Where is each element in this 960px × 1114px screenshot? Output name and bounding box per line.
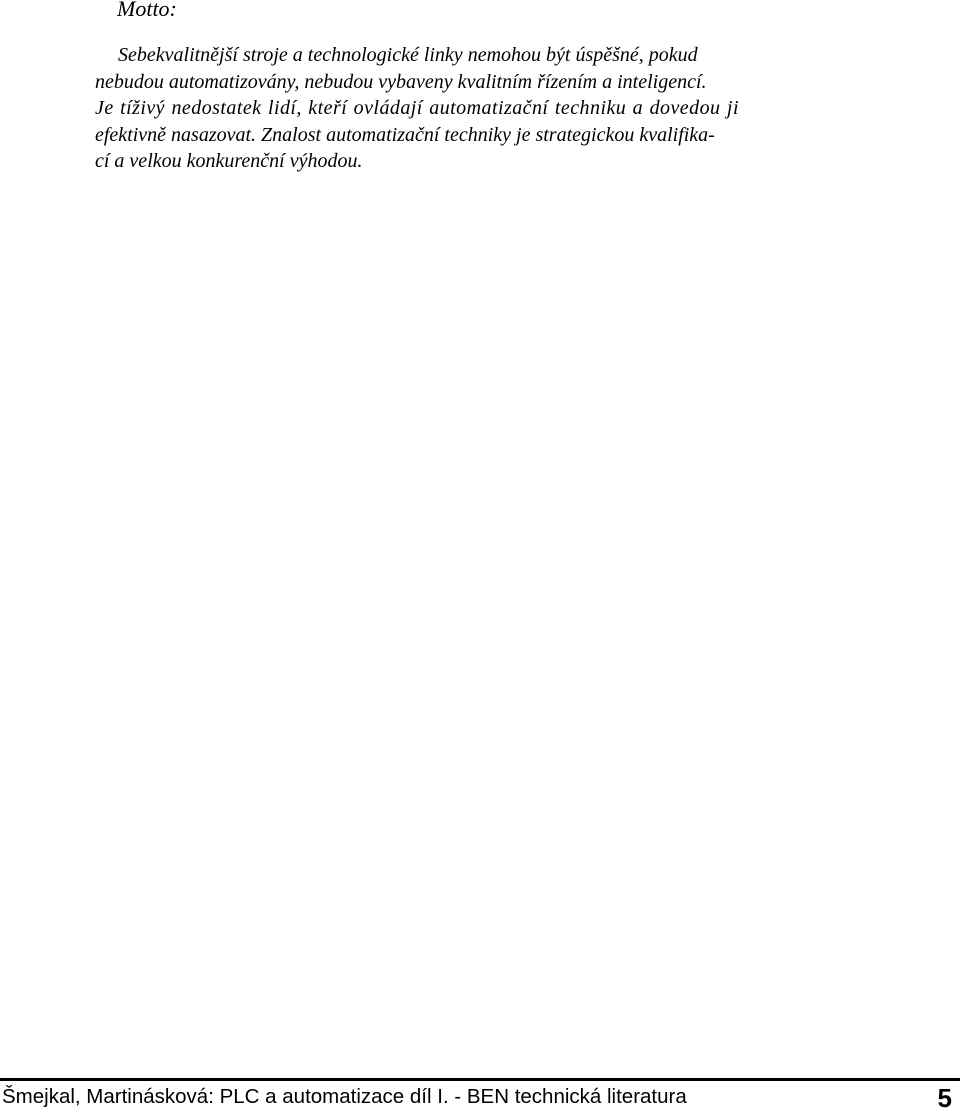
footer-divider [0,1078,960,1081]
motto-paragraph [95,42,875,175]
motto-line-5: cí a velkou konkurenční výhodou. [95,150,363,172]
motto-line-4: efektivně nasazovat. Znalost automatizační techniky je strategickou kvalifika- [95,123,715,146]
motto-line-1: Sebekvalitnější stroje a technologické linky nemohou být úspěšné, pokud [118,44,698,66]
motto-heading: Motto: [117,0,177,21]
footer-citation: Šmejkal, Martinásková: PLC a automatizace díl I. - BEN technická literatura [2,1085,687,1108]
motto-line-2: nebudou automatizovány, nebudou vybaveny kvalitním řízením a inteligencí. [95,70,707,93]
motto-line-3: Je tíživý nedostatek lidí, kteří ovládají automatizační techniku a dovedou ji [95,97,739,119]
page-number: 5 [937,1083,952,1113]
